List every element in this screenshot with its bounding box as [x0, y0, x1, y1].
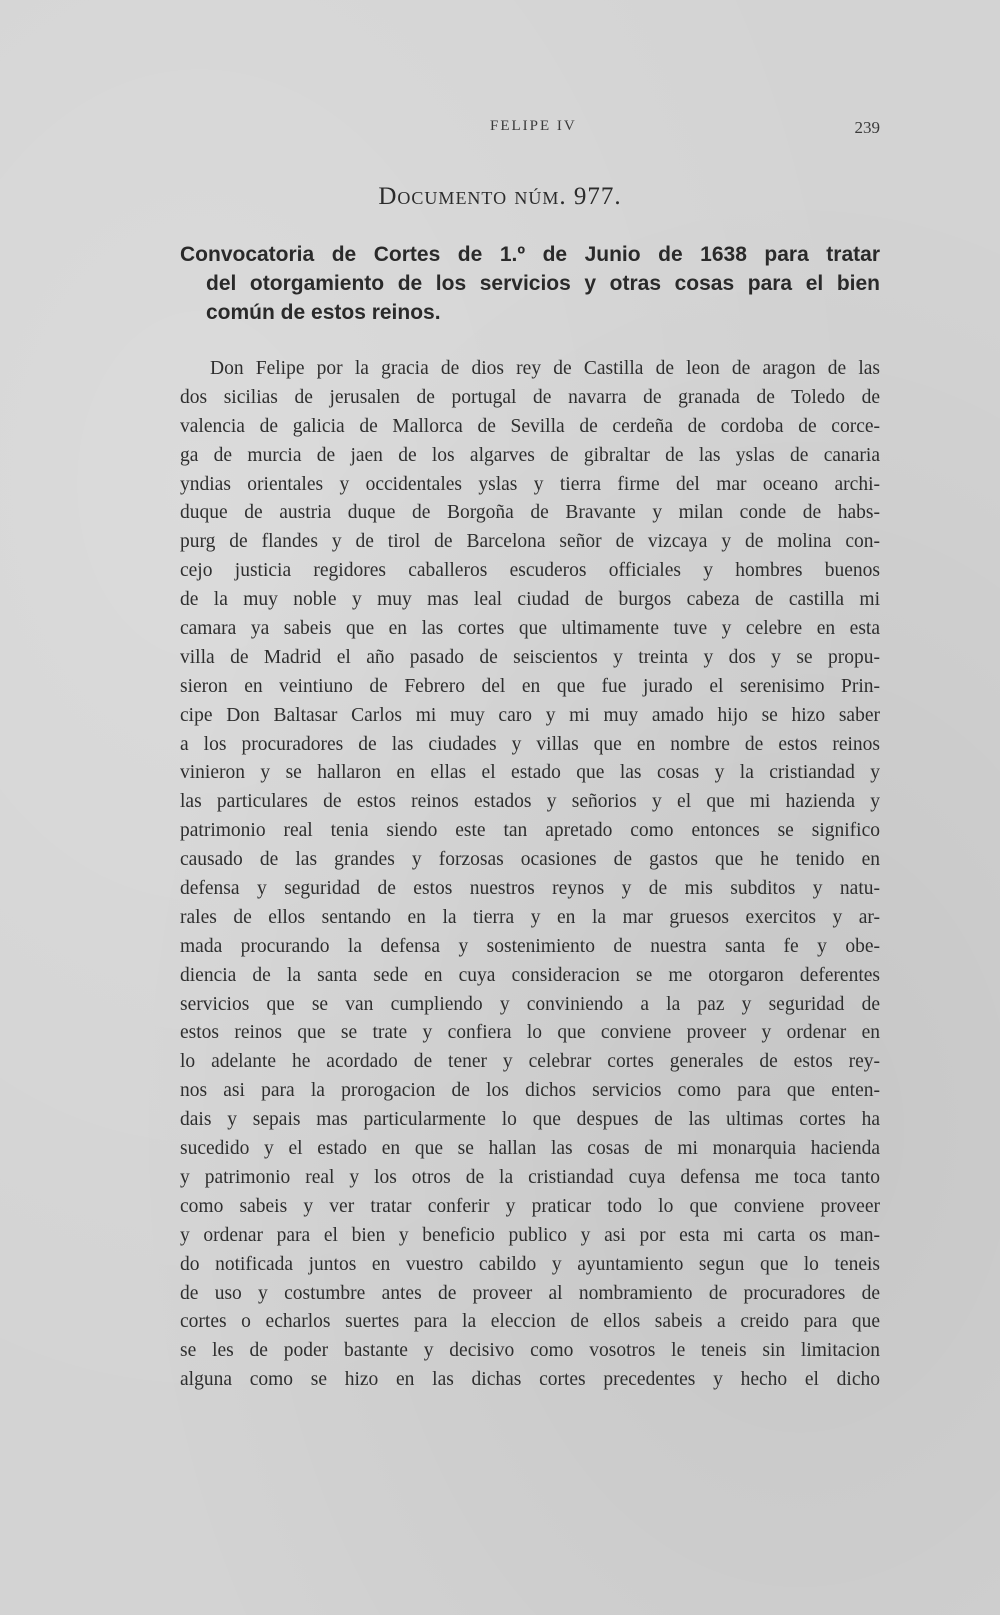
body-line: y patrimonio real y los otros de la cristiandad cuya defensa me toca tanto [180, 1166, 880, 1188]
body-line: alguna como se hizo en las dichas cortes precedentes y hecho el dicho [180, 1369, 880, 1391]
body-line: las particulares de estos reinos estados y señorios y el que mi hazienda y [180, 791, 880, 813]
body-line: cipe Don Baltasar Carlos mi muy caro y mi muy amado hijo se hizo saber [180, 704, 880, 726]
document-number-heading: Documento núm. 977. [378, 183, 622, 210]
body-line: ga de murcia de jaen de los algarves de gibraltar de las yslas de canaria [180, 444, 880, 466]
summary-line: común de estos reinos. [206, 301, 441, 324]
body-line: se les de poder bastante y decisivo como vosotros le teneis sin limitacion [180, 1340, 880, 1362]
body-line: servicios que se van cumpliendo y conviniendo a la paz y seguridad de [180, 993, 880, 1015]
body-line: valencia de galicia de Mallorca de Sevilla de cerdeña de cordoba de corce- [180, 415, 880, 437]
body-line: do notificada juntos en vuestro cabildo y ayuntamiento segun que lo teneis [180, 1253, 880, 1275]
body-line: estos reinos que se trate y confiera lo que conviene proveer y ordenar en [180, 1022, 880, 1044]
summary-continuation [180, 269, 880, 327]
body-line: dais y sepais mas particularmente lo que despues de las ultimas cortes ha [180, 1109, 880, 1131]
body-line: de la muy noble y muy mas leal ciudad de burgos cabeza de castilla mi [180, 589, 880, 611]
body-line: lo adelante he acordado de tener y celebrar cortes generales de estos rey- [180, 1051, 880, 1073]
body-line: patrimonio real tenia siendo este tan apretado como entonces se significo [180, 820, 880, 842]
body-line: dos sicilias de jerusalen de portugal de navarra de granada de Toledo de [180, 386, 880, 408]
document-summary [180, 240, 880, 327]
body-line: yndias orientales y occidentales yslas y tierra firme del mar oceano archi- [180, 473, 880, 495]
body-line: villa de Madrid el año pasado de seiscientos y treinta y dos y se propu- [180, 646, 880, 668]
body-line: de uso y costumbre antes de proveer al nombramiento de procuradores de [180, 1282, 880, 1304]
body-line: y ordenar para el bien y beneficio publico y asi por esta mi carta os man- [180, 1224, 880, 1246]
body-line: diencia de la santa sede en cuya consideracion se me otorgaron deferentes [180, 964, 880, 986]
body-line: como sabeis y ver tratar conferir y praticar todo lo que conviene proveer [180, 1195, 880, 1217]
body-line: cejo justicia regidores caballeros escuderos officiales y hombres buenos [180, 560, 880, 582]
page-number: 239 [854, 118, 880, 137]
body-line: duque de austria duque de Borgoña de Bravante y milan conde de habs- [180, 502, 880, 524]
body-line: rales de ellos sentando en la tierra y en la mar gruesos exercitos y ar- [180, 906, 880, 928]
body-line: nos asi para la prorogacion de los dichos servicios como para que enten- [180, 1080, 880, 1102]
document-body [180, 355, 880, 1395]
summary-line: Convocatoria de Cortes de 1.º de Junio de 1638 para tratar [180, 243, 880, 266]
body-line: a los procuradores de las ciudades y villas que en nombre de estos reinos [180, 733, 880, 755]
body-line: mada procurando la defensa y sostenimiento de nuestra santa fe y obe- [180, 935, 880, 957]
body-line: Don Felipe por la gracia de dios rey de Castilla de leon de aragon de las [210, 358, 880, 379]
summary-line: del otorgamiento de los servicios y otras cosas para el bien [206, 272, 880, 295]
body-line: purg de flandes y de tirol de Barcelona señor de vizcaya y de molina con- [180, 531, 880, 553]
body-line: vinieron y se hallaron en ellas el estado que las cosas y la cristiandad y [180, 762, 880, 784]
body-line: cortes o echarlos suertes para la eleccion de ellos sabeis a creido para que [180, 1311, 880, 1333]
body-line: sieron en veintiuno de Febrero del en que fue jurado el serenisimo Prin- [180, 675, 880, 697]
body-line: causado de las grandes y forzosas ocasiones de gastos que he tenido en [180, 849, 880, 871]
body-line: defensa y seguridad de estos nuestros reynos y de mis subditos y natu- [180, 878, 880, 900]
running-header [180, 118, 880, 148]
body-line: sucedido y el estado en que se hallan las cosas de mi monarquia hacienda [180, 1138, 880, 1160]
running-title: FELIPE IV [490, 118, 577, 134]
body-line: camara ya sabeis que en las cortes que ultimamente tuve y celebre en esta [180, 618, 880, 640]
